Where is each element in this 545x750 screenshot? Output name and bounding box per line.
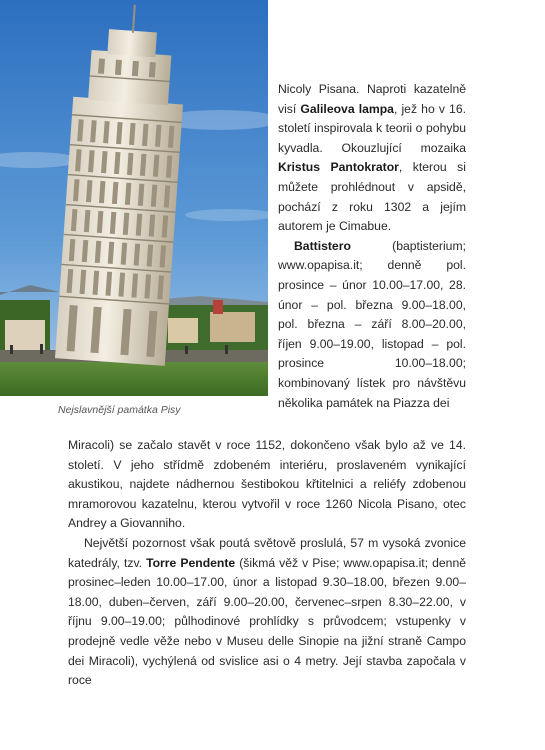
- torre-pendente-term: Torre Pendente: [146, 555, 236, 570]
- paragraph-battistero-continued: Miracoli) se začalo stavět v roce 1152, dokončeno však bylo až ve 14. století. V jeho střídmě zdobeném interiéru, proslaveném vynikající akustikou, najdete nádhernou šestibokou křtitelnici a reliéfy zdobenou mramorovou kazatelnu, kterou vytvořil v roce 1260 Nicola Pisano, otec Andrey a Giovanniho.: [68, 438, 466, 531]
- leaning-tower-icon: [0, 0, 268, 396]
- tower-of-pisa-photo: [0, 0, 268, 396]
- photo-caption: Nejslavnější památka Pisy: [58, 404, 181, 416]
- battistero-term: Battistero: [294, 238, 351, 253]
- paragraph-galileo: Nicoly Pisana. Naproti kazatelně visí Galileova lampa, jež ho v 16. století inspirovala k teorii o pohybu kyvadla. Okouzlující mozaika Kristus Pantokrator, kterou si můžete prohlédnout v apsidě, pochází z roku 1302 a jejím autorem je Cimabue.: [278, 82, 466, 234]
- kristus-pantokrator-term: Kristus Pantokrator: [278, 160, 399, 175]
- right-column-text: [278, 80, 466, 413]
- paragraph-torre-pendente: Největší pozornost však poutá světově proslulá, 57 m vysoká zvonice katedrály, tzv. Torre Pendente (šikmá věž v Pise; www.opapisa.it; denně prosinec–leden 10.00–17.00, únor a listopad 9.30–18.00, březen 9.00–18.00, duben–červen, září 9.00–20.00, červenec–srpen 8.30–22.00, v říjnu 9.00–19.00; půlhodinové prohlídky s průvodcem; vstupenky v prodejně vedle věže nebo v Museu delle Sinopie na jižní straně Campo dei Miracoli), vychýlená od svislice asi o 4 metry. Její stavba započala v roce: [68, 535, 466, 688]
- full-width-text: [68, 436, 466, 691]
- paragraph-battistero: Battistero (baptisterium; www.opapisa.it; denně pol. prosince – únor 10.00–17.00, 28. únor – pol. března 9.00–18.00, pol. března – září 8.00–20.00, říjen 9.00–19.00, listopad – pol. prosince 10.00–18.00; kombinovaný lístek pro návštěvu několika památek na Piazza dei: [278, 238, 466, 410]
- galileova-lampa-term: Galileova lampa: [300, 101, 394, 116]
